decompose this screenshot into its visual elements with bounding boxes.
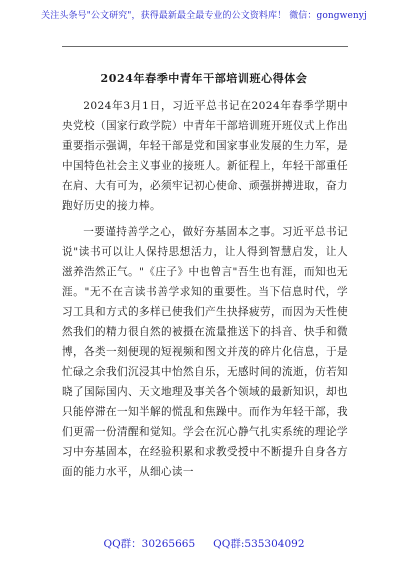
paragraph-intro: 2024年3月1日，习近平总书记在2024年春季学期中央党校（国家行政学院）中青年干部培训班开班仪式上作出重要指示强调，年轻干部是党和国家事业发展的生力军，是中国特色社会主义事业的接班人。新征程上，年轻干部重任在肩、大有可为，必须牢记初心使命、顽强拼搏进取，奋力跑好历史的接力棒。 bbox=[62, 100, 348, 212]
document-title: 2024年春季中青年干部培训班心得体会 bbox=[100, 72, 308, 85]
footer-contact bbox=[0, 536, 408, 551]
header-divider bbox=[62, 46, 348, 47]
footer-qq-group-1: QQ群：30265665 bbox=[103, 538, 196, 550]
footer-qq-group-2: QQ群:535304092 bbox=[213, 538, 305, 550]
document-body bbox=[62, 96, 348, 486]
header-promo-note: 关注头条号"公文研究"，获得最新最全最专业的公文资料库！ 微信：gongwenyj bbox=[41, 11, 367, 21]
paragraph-point-one: 一要谨持善学之心，做好夯基固本之事。习近平总书记说"读书可以让人保持思想活力，让人得到智慧启发，让人滋养浩然正气。"《庄子》中也曾言"吾生也有涯，而知也无涯。"无不在言读书善学求知的重要性。当下信息时代，学习工具和方式的多样已使我们产生抉择疲劳，而因为天性使然我们的精力很自然的被摄在流量推送下的抖音、快手和微博，各类一刻便现的短视频和图文并茂的碎片化信息，于是忙碌之余我们沉浸其中怡然自乐，无感时间的流逝，仿若知晓了国际国内、天文地理及事关各个领域的最新知识，却也只能停滞在一知半解的慌乱和焦躁中。而作为年轻干部，我们更需一份清醒和觉知。学会在沉心静气扎实系统的理论学习中夯基固本，在经验积累和求教受授中不断提升自身各方面的能力水平，从细心读一 bbox=[62, 226, 348, 478]
